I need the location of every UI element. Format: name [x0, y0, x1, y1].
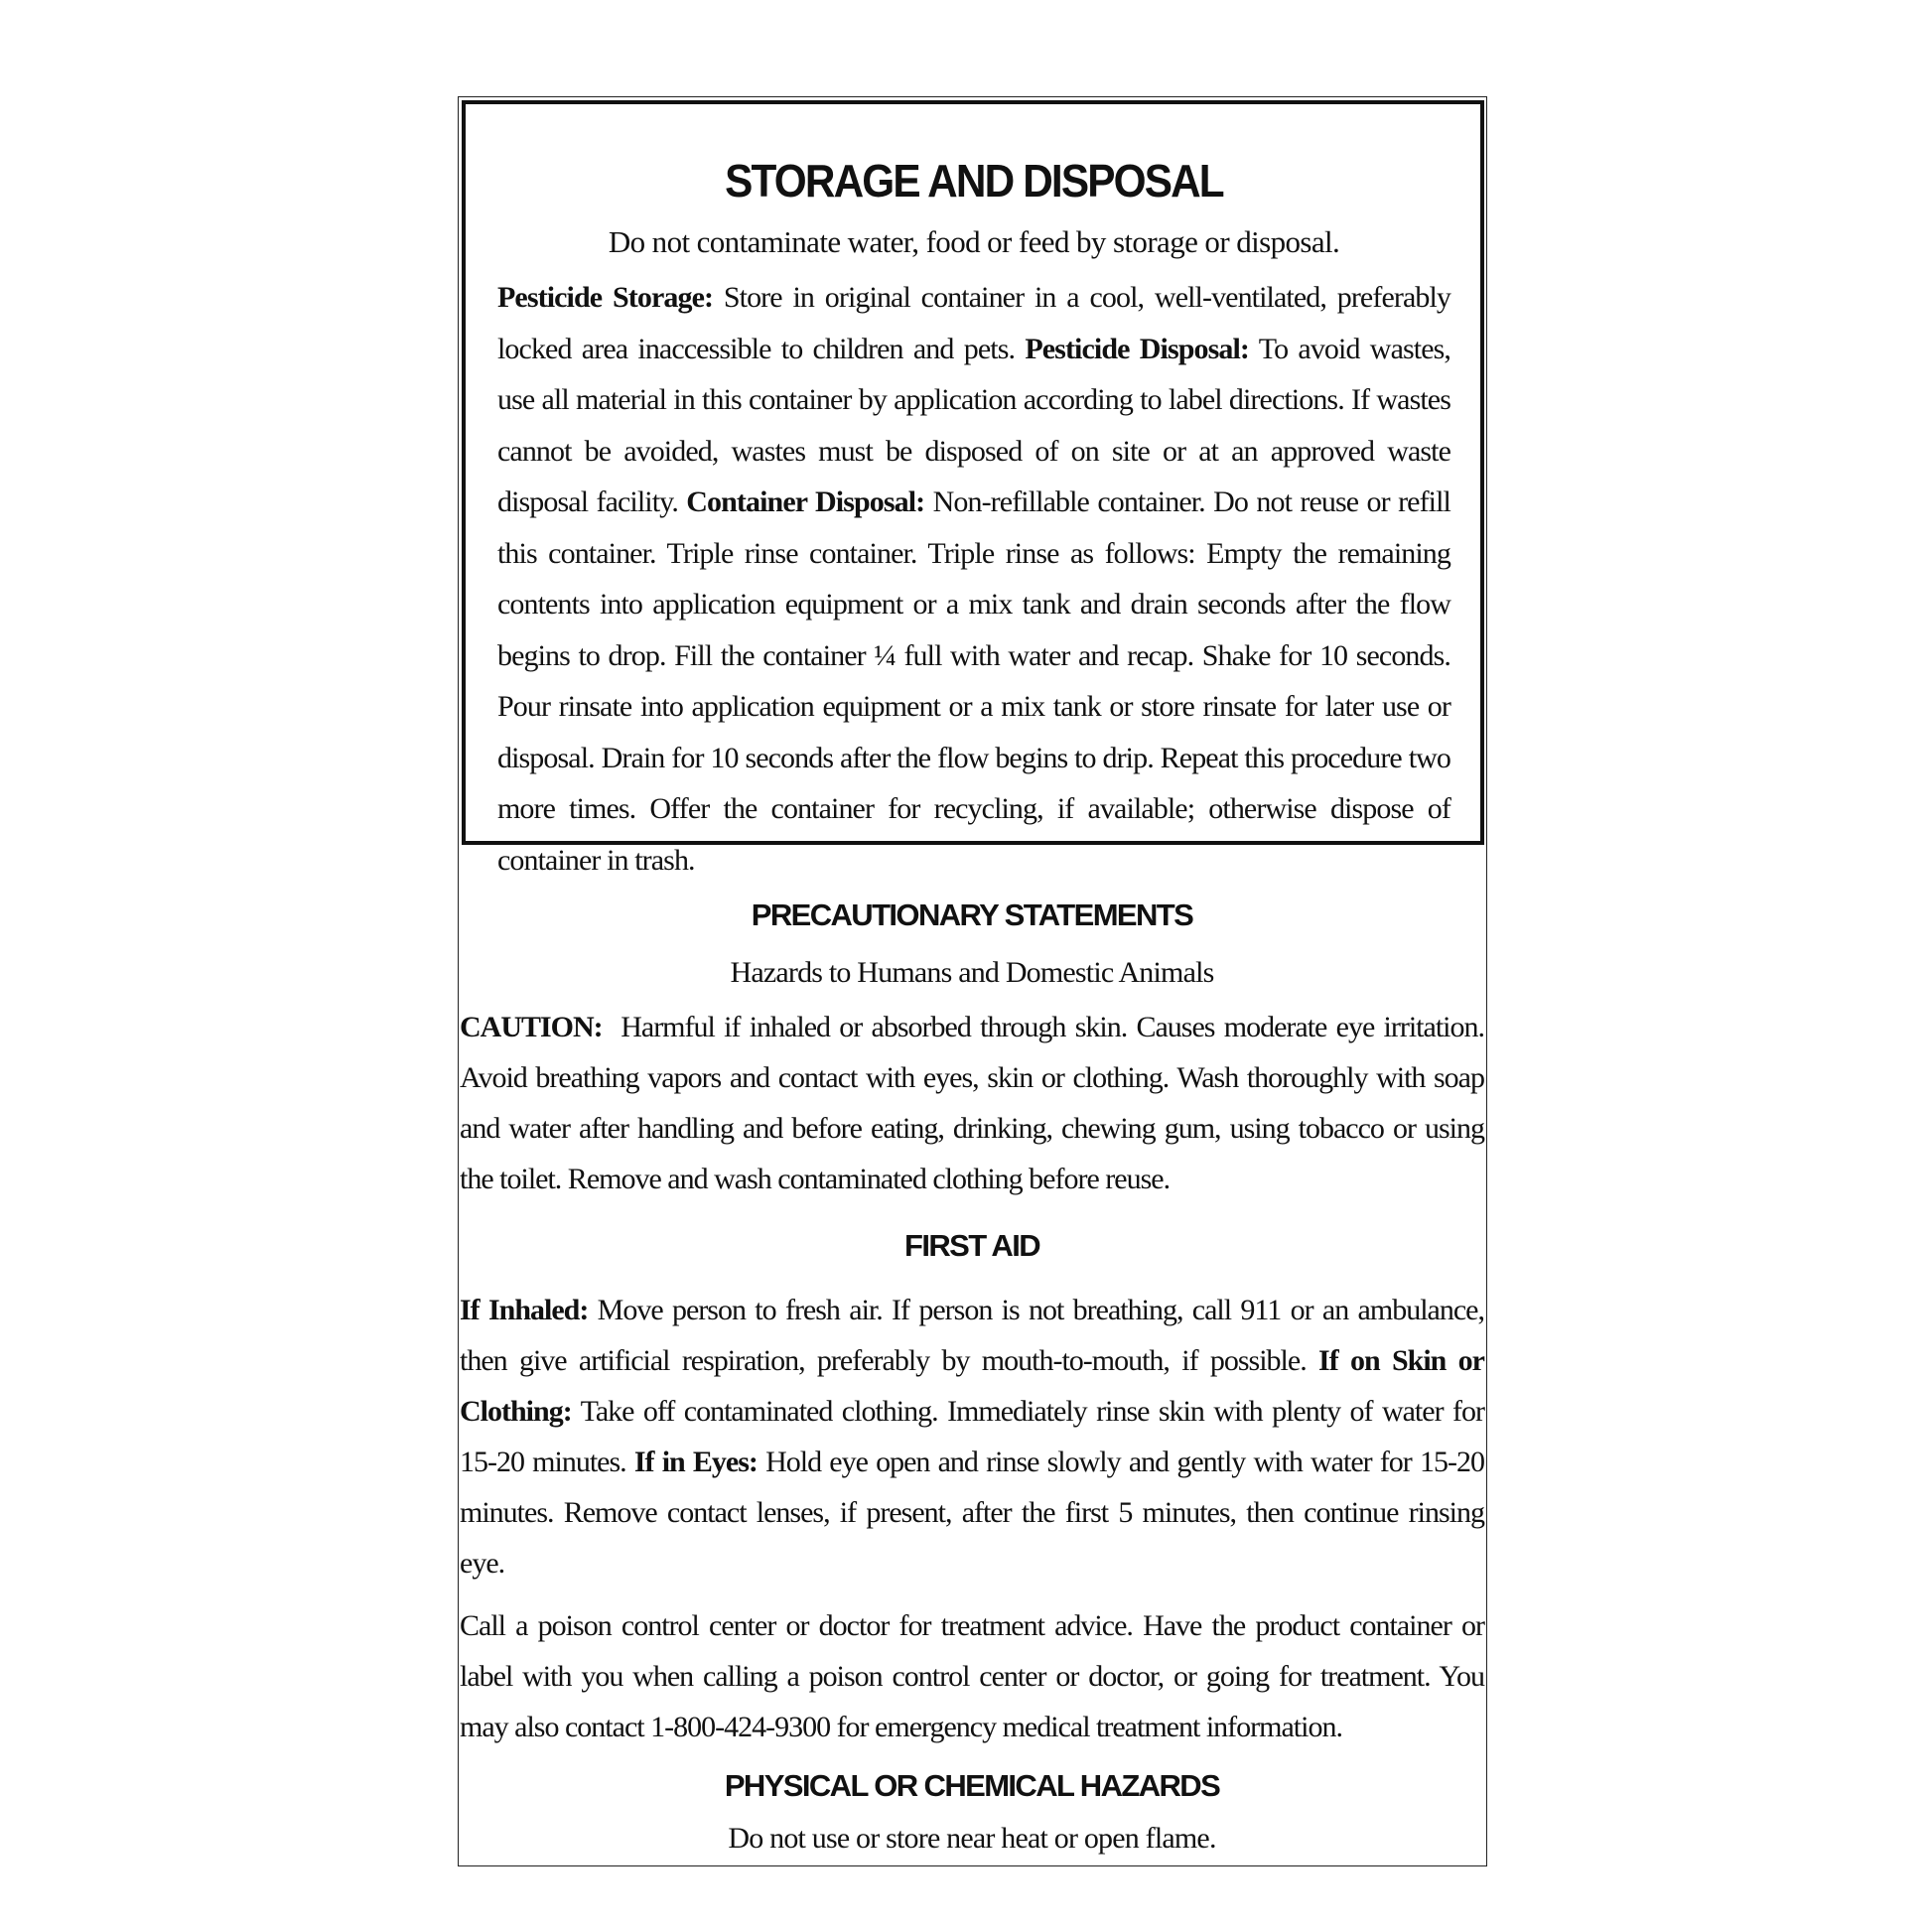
- storage-disposal-subtitle: Do not contaminate water, food or feed by storage or disposal.: [608, 224, 1340, 260]
- if-in-eyes-text: Hold eye open and rinse slowly and gently with water for 15-20 minutes. Remove contact lenses, if present, after the first 5 minutes, then continue rinsing eye.: [460, 1445, 1484, 1580]
- container-disposal-label: Container Disposal:: [686, 485, 925, 519]
- first-aid-paragraph: [460, 1285, 1484, 1588]
- caution-paragraph: [460, 1002, 1491, 1204]
- precautionary-subtitle: Hazards to Humans and Domestic Animals: [730, 956, 1214, 990]
- pesticide-disposal-text: To avoid wastes, use all material in this container by application according to label directions. If wastes cannot be avoided, wastes must be disposed of on site or at an approved waste disposal facility.: [497, 332, 1450, 519]
- if-inhaled-text: Move person to fresh air. If person is not breathing, call 911 or an ambulance, then give artificial respiration, preferably by mouth-to-mouth, if possible.: [460, 1293, 1484, 1377]
- precautionary-title: PRECAUTIONARY STATEMENTS: [751, 897, 1193, 932]
- pesticide-disposal-label: Pesticide Disposal:: [1025, 332, 1250, 365]
- storage-disposal-body: [497, 272, 1450, 886]
- caution-text: Harmful if inhaled or absorbed through skin. Causes moderate eye irritation. Avoid breathing vapors and contact with eyes, skin or clothing. Wash thoroughly with soap and water after handling and before eating, drinking, chewing gum, using tobacco or using the toilet. Remove and wash contaminated clothing before reuse.: [460, 1011, 1491, 1196]
- pesticide-storage-label: Pesticide Storage:: [497, 281, 714, 315]
- if-inhaled-label: If Inhaled:: [460, 1293, 589, 1326]
- first-aid-title: FIRST AID: [904, 1228, 1039, 1264]
- physical-chemical-hazards-text: Do not use or store near heat or open flame.: [728, 1821, 1216, 1855]
- if-in-eyes-label: If in Eyes:: [633, 1445, 758, 1478]
- storage-disposal-title: STORAGE AND DISPOSAL: [725, 155, 1223, 207]
- pesticide-storage-text: Store in original container in a cool, well-ventilated, preferably locked area inaccessible to children and pets.: [497, 281, 1450, 365]
- storage-disposal-box: [462, 100, 1484, 877]
- product-label-panel: [458, 96, 1491, 1866]
- if-on-skin-label: If on Skin or Clothing:: [460, 1343, 1484, 1428]
- precautionary-section: [459, 846, 1491, 1861]
- physical-chemical-hazards-title: PHYSICAL OR CHEMICAL HAZARDS: [724, 1767, 1220, 1803]
- poison-control-paragraph: Call a poison control center or doctor for treatment advice. Have the product container or label with you when calling a poison control center or doctor, or going for treatment. You may also contact 1-800-424-9300 for emergency medical treatment information.: [460, 1608, 1484, 1743]
- container-disposal-text: Non-refillable container. Do not reuse or refill this container. Triple rinse container. Triple rinse as follows: Empty the remaining contents into application equipment or a mix tank and drain seconds after the flow begins to drop. Fill the container ¼ full with water and recap. Shake for 10 seconds. Pour rinsate into application equipment or a mix tank or store rinsate for later use or disposal. Drain for 10 seconds after the flow begins to drip. Repeat this procedure two more times. Offer the container for recycling, if available; otherwise dispose of container in trash.: [497, 485, 1450, 877]
- caution-label: CAUTION:: [460, 1011, 603, 1044]
- if-on-skin-text: Take off contaminated clothing. Immediately rinse skin with plenty of water for 15-20 minutes.: [460, 1394, 1484, 1478]
